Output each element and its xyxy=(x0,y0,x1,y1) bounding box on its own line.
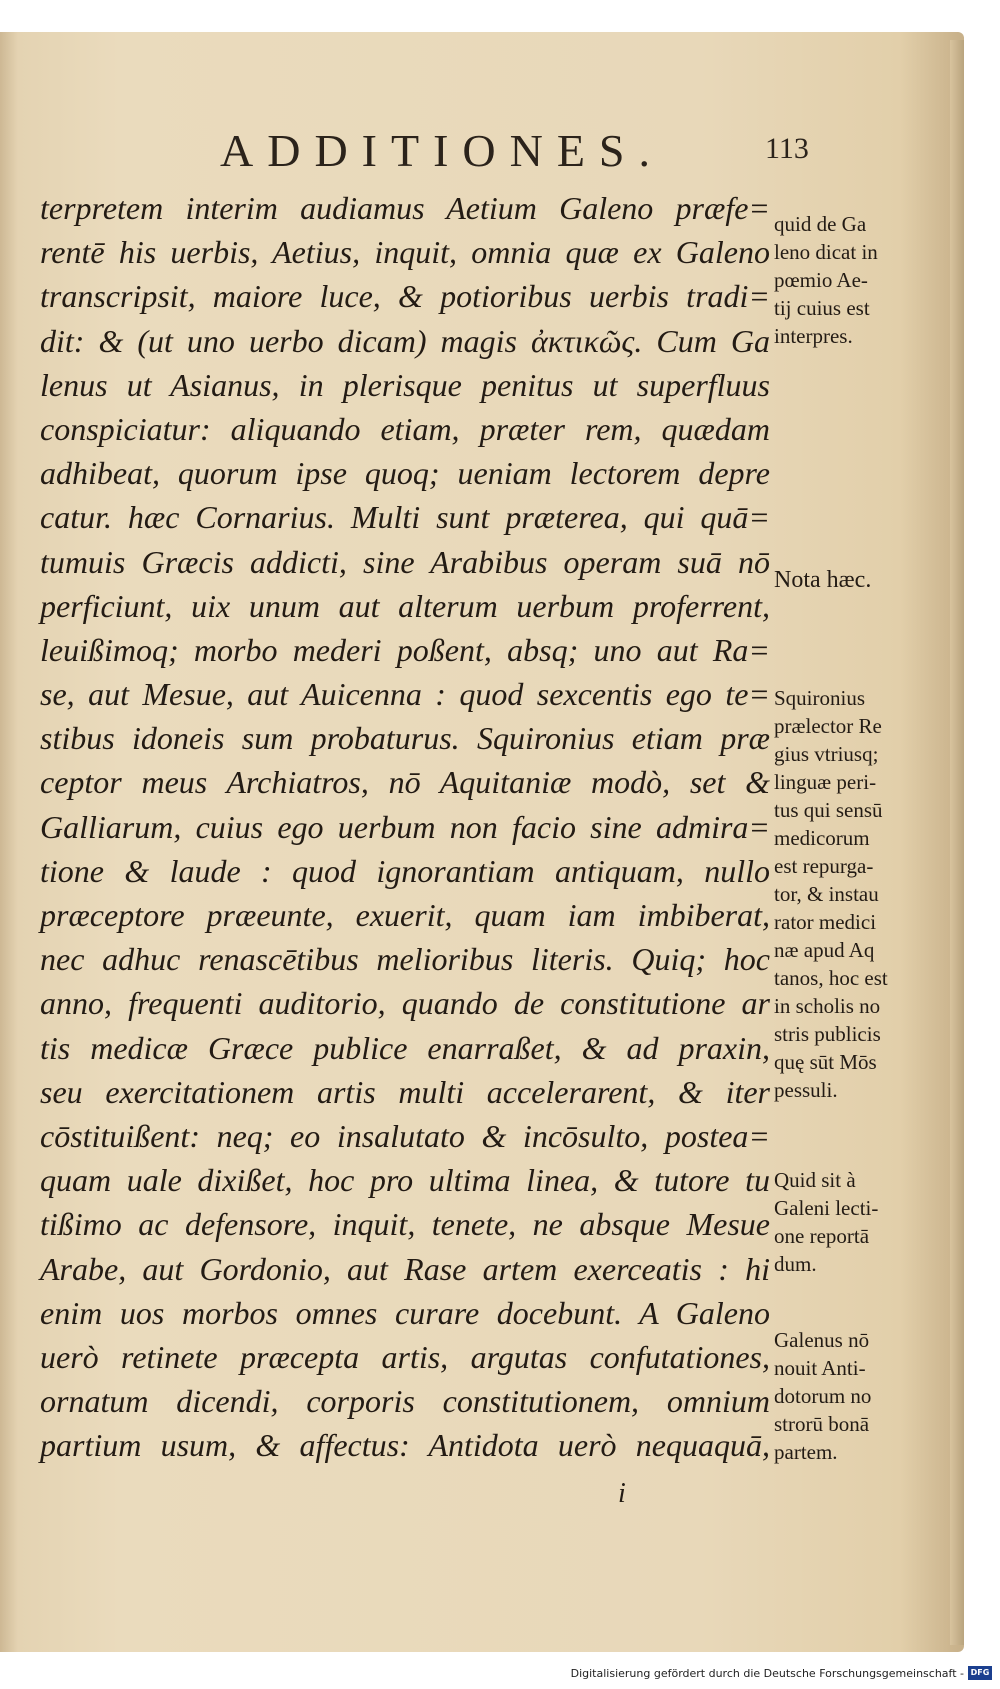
note-line: tus qui sensū xyxy=(774,798,883,822)
note-line: gius vtriusq; xyxy=(774,742,879,766)
text-line: tißimo ac defensore, inquit, tenete, ne absque Mesue xyxy=(40,1206,770,1243)
text-line: conspiciatur: aliquando etiam, præter rem, quædam xyxy=(40,410,770,447)
text-line: tis medicæ Græce publice enarraßet, & ad praxin, xyxy=(40,1029,770,1066)
text-line: Arabe, aut Gordonio, aut Rase artem exerceatis : hi xyxy=(40,1250,770,1287)
note-line: Quid sit à xyxy=(774,1168,856,1192)
text-line: uerò retinete præcepta artis, argutas confutationes, xyxy=(40,1338,770,1375)
note-line: quę sūt Mōs xyxy=(774,1050,877,1074)
page-header xyxy=(220,124,809,176)
text-line: rentē his uerbis, Aetius, inquit, omnia quæ ex Galeno xyxy=(40,234,770,271)
page-number: 113 xyxy=(765,132,809,165)
text-line: ceptor meus Archiatros, nō Aquitaniæ modò, set & xyxy=(40,764,770,801)
note-line: Squironius xyxy=(774,686,866,710)
marginal-note-galenus-antidotorum xyxy=(774,1326,914,1466)
text-line: leuißimoq; morbo mederi poßent, absq; uno aut Ra= xyxy=(40,631,770,668)
note-line: tor, & instau xyxy=(774,882,879,906)
note-line: strorū bonā xyxy=(774,1412,870,1436)
note-line: partem. xyxy=(774,1440,838,1464)
note-line: prælector Re xyxy=(774,714,882,738)
text-line: ornatum dicendi, corporis constitutionem, omnium xyxy=(40,1383,770,1420)
note-line: rator medici xyxy=(774,910,877,934)
marginal-note-galeno-aetius xyxy=(774,210,914,350)
note-line: medicorum xyxy=(774,826,870,850)
text-line: tione & laude : quod ignorantiam antiquam, nullo xyxy=(40,852,770,889)
note-line: leno dicat in xyxy=(774,240,878,264)
main-text-block xyxy=(40,186,770,1467)
note-line: næ apud Aq xyxy=(774,938,875,962)
text-line: stibus idoneis sum probaturus. Squironius etiam præ xyxy=(40,720,770,757)
page-edge xyxy=(950,40,964,1645)
note-line: pœmio Ae- xyxy=(774,268,868,292)
text-line: tumuis Græcis addicti, sine Arabibus operam suā nō xyxy=(40,543,770,580)
text-line: nec adhuc renascētibus melioribus literis. Quiq; hoc xyxy=(40,941,770,978)
text-line: anno, frequenti auditorio, quando de constitutione ar xyxy=(40,985,770,1022)
text-line: lenus ut Asianus, in plerisque penitus ut superfluus xyxy=(40,366,770,403)
note-line: Galenus nō xyxy=(774,1328,870,1352)
signature-mark: i xyxy=(618,1478,626,1509)
marginal-note-galeni-lectione xyxy=(774,1166,914,1278)
text-line: partium usum, & affectus: Antidota uerò nequaquā, xyxy=(40,1427,770,1464)
text-line: seu exercitationem artis multi accelerarent, & iter xyxy=(40,1073,770,1110)
note-line: nouit Anti- xyxy=(774,1356,866,1380)
note-line: tanos, hoc est xyxy=(774,966,888,990)
funding-credit: Digitalisierung gefördert durch die Deutsche Forschungsgemeinschaft - xyxy=(570,1667,964,1680)
note-line: dum. xyxy=(774,1252,817,1276)
digitization-footer xyxy=(0,1661,1000,1689)
text-line: se, aut Mesue, aut Auicenna : quod sexcentis ego te= xyxy=(40,676,770,713)
note-line: interpres. xyxy=(774,324,853,348)
note-line: dotorum no xyxy=(774,1384,872,1408)
text-line: adhibeat, quorum ipse quoq; ueniam lectorem depre xyxy=(40,455,770,492)
note-line: linguæ peri- xyxy=(774,770,877,794)
text-line: transcripsit, maiore luce, & potioribus uerbis tradi= xyxy=(40,278,770,315)
running-title: ADDITIONES. xyxy=(220,125,665,176)
note-line: in scholis no xyxy=(774,994,881,1018)
text-line: Galliarum, cuius ego uerbum non facio sine admira= xyxy=(40,808,770,845)
note-line: quid de Ga xyxy=(774,212,867,236)
text-line: quam uale dixißet, hoc pro ultima linea, & tutore tu xyxy=(40,1162,770,1199)
note-line: stris publicis xyxy=(774,1022,881,1046)
note-line: Nota hæc. xyxy=(774,567,872,593)
text-line: perficiunt, uix unum aut alterum uerbum proferrent, xyxy=(40,587,770,624)
note-line: pessuli. xyxy=(774,1078,838,1102)
note-line: tij cuius est xyxy=(774,296,870,320)
note-line: est repurga- xyxy=(774,854,874,878)
text-line: præceptore præeunte, exuerit, quam iam imbiberat, xyxy=(40,897,770,933)
text-line: terpretem interim audiamus Aetium Galeno præfe= xyxy=(40,190,770,226)
text-line: cōstituißent: neq; eo insalutato & incōsulto, postea= xyxy=(40,1117,770,1154)
note-line: one reportā xyxy=(774,1224,870,1248)
text-line: enim uos morbos omnes curare docebunt. A Galeno xyxy=(40,1294,770,1331)
dfg-logo-icon: DFG xyxy=(968,1666,992,1680)
marginal-note-nota xyxy=(774,566,914,594)
text-line: catur. hæc Cornarius. Multi sunt præterea, qui quā= xyxy=(40,499,770,536)
marginal-note-squironius xyxy=(774,684,914,1104)
note-line: Galeni lecti- xyxy=(774,1196,879,1220)
text-line: dit: & (ut uno uerbo dicam) magis ἀκτικῶς. Cum Ga xyxy=(40,322,770,359)
